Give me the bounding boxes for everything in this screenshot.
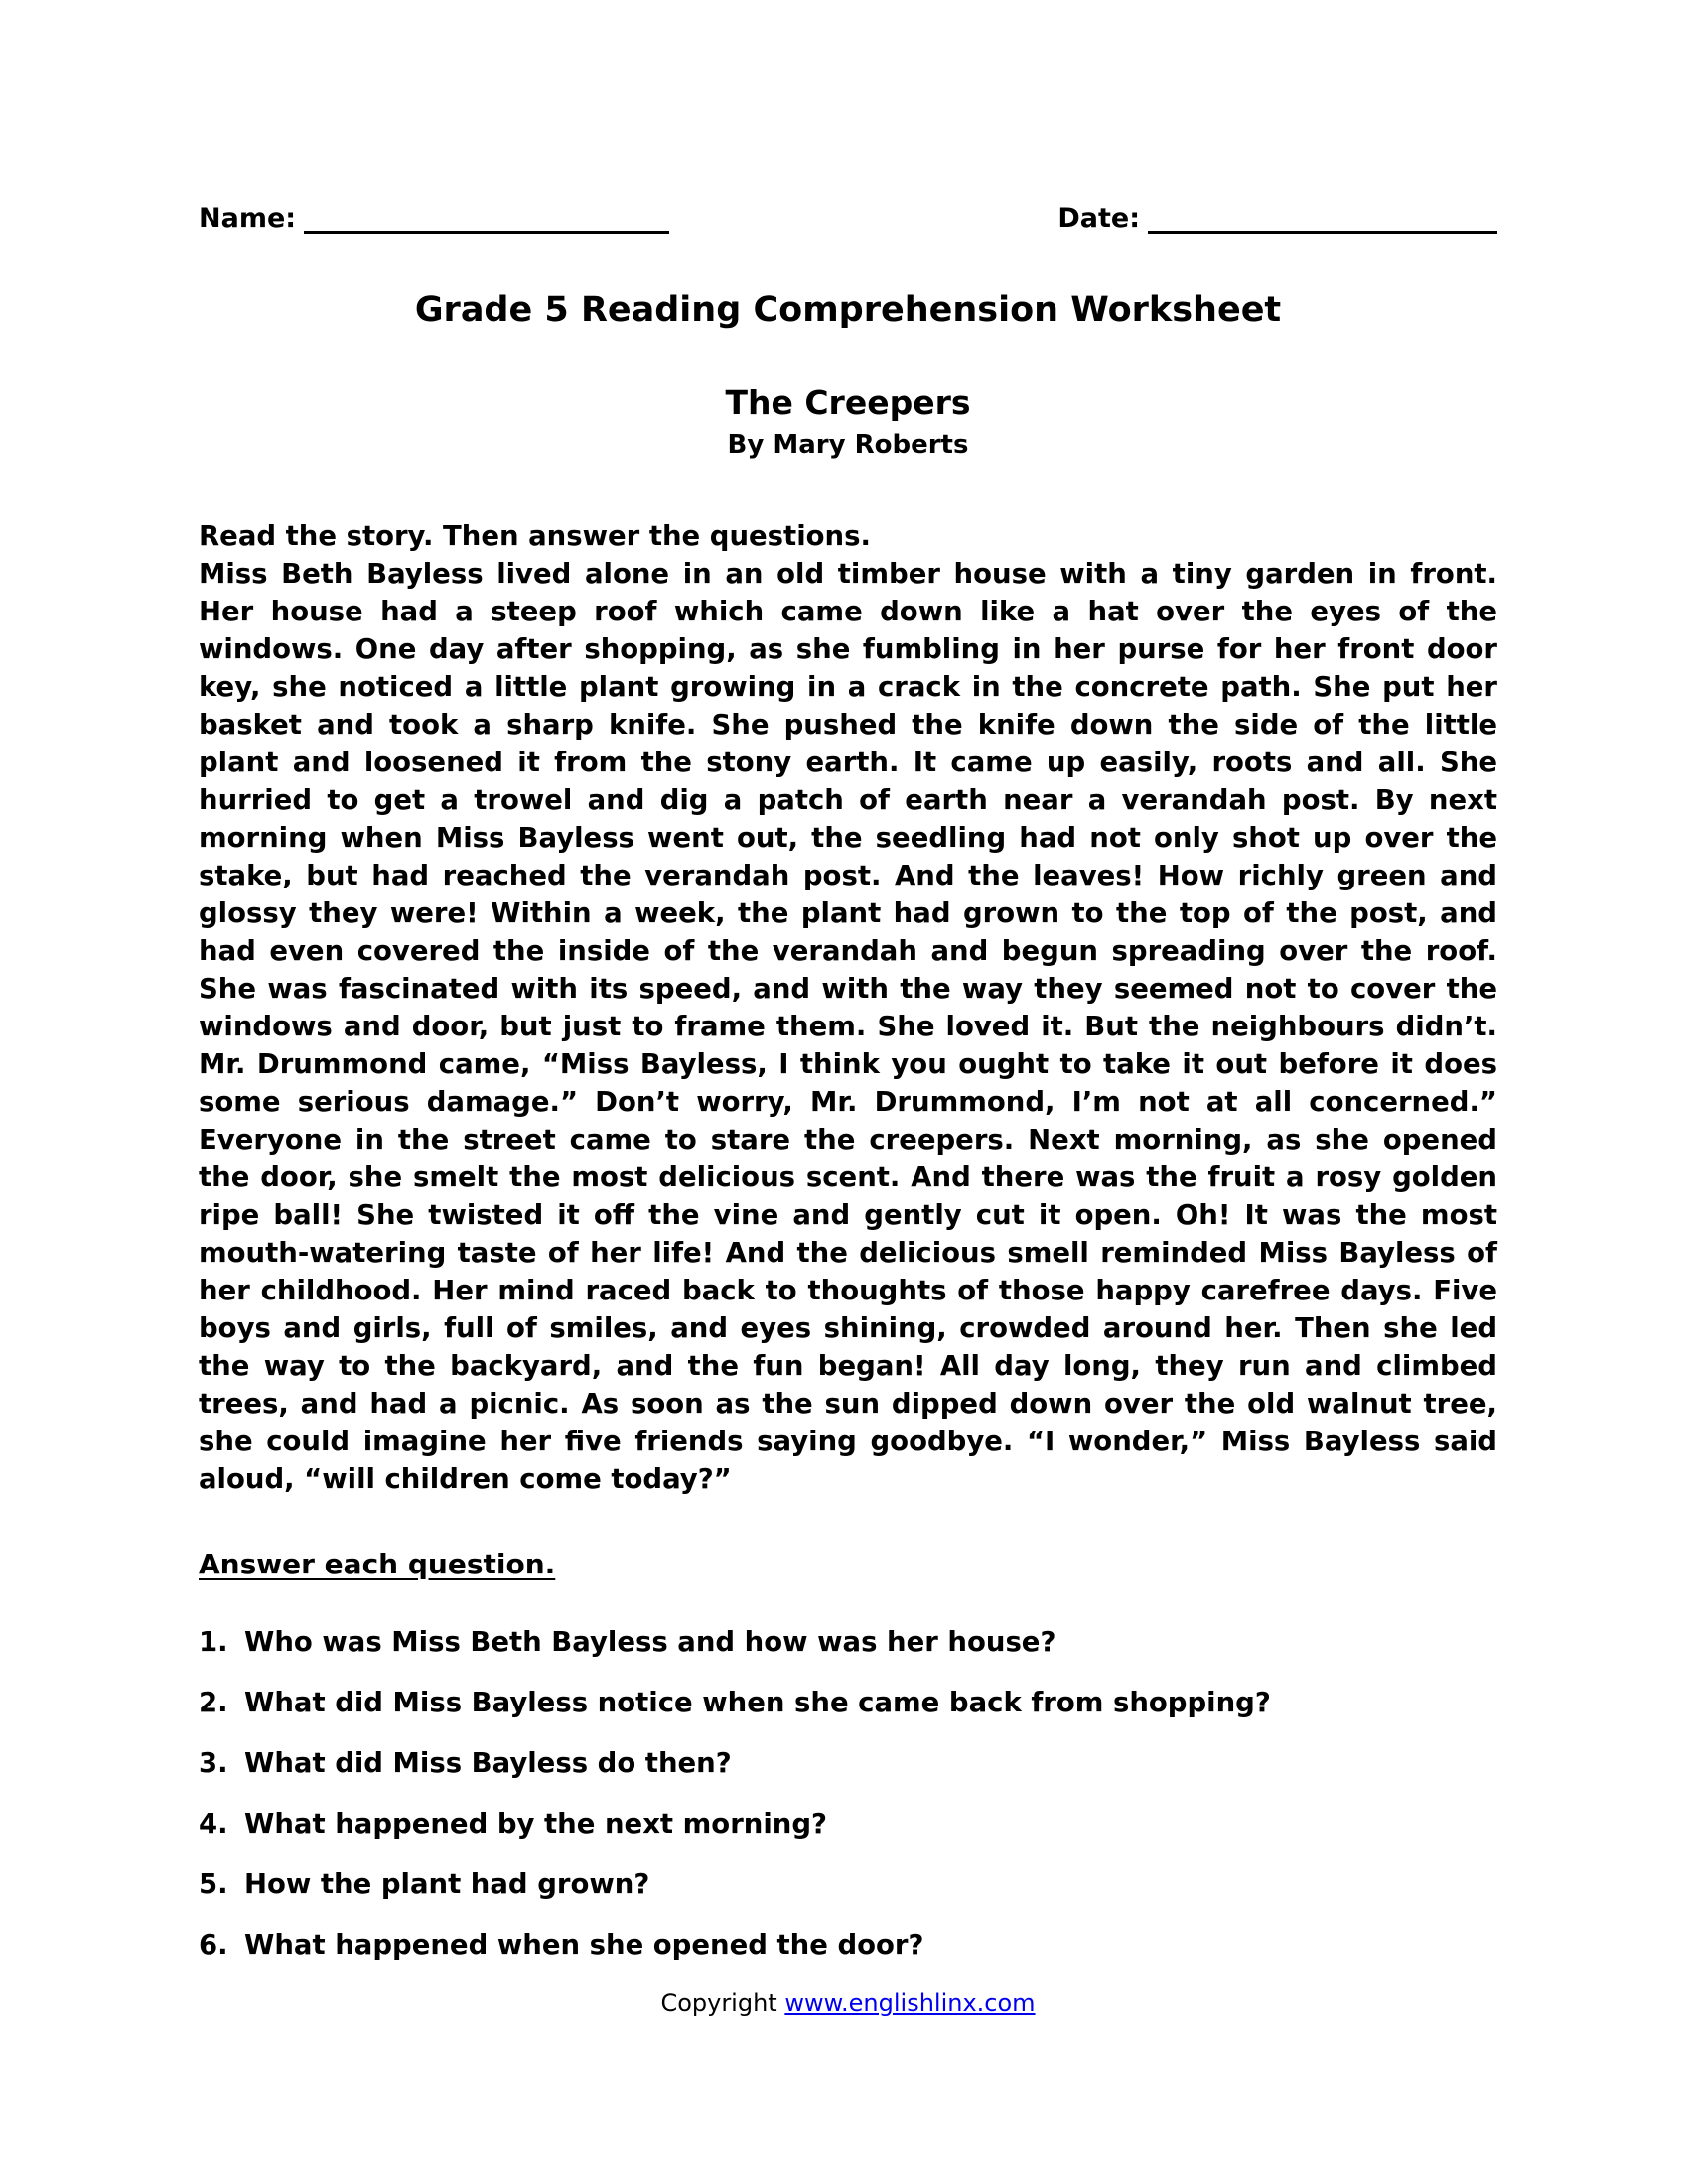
question-item-4 (199, 1808, 1497, 1840)
question-item-5 (199, 1868, 1497, 1900)
question-text: What did Miss Bayless do then? (244, 1747, 732, 1779)
question-number: 4. (199, 1808, 228, 1840)
story-instructions: Read the story. Then answer the questions. (199, 520, 871, 552)
worksheet-title: Grade 5 Reading Comprehension Worksheet (414, 290, 1282, 330)
date-blank-line (1148, 205, 1497, 234)
date-label: Date: (1057, 204, 1140, 234)
question-item-2 (199, 1687, 1497, 1718)
date-field (1057, 204, 1497, 234)
story-title: The Creepers (725, 383, 971, 422)
name-blank-line (304, 205, 669, 234)
answer-section-heading: Answer each question. (199, 1548, 556, 1580)
question-text: What did Miss Bayless notice when she came back from shopping? (244, 1687, 1271, 1718)
question-list (199, 1626, 1497, 1961)
header-row (199, 204, 1497, 234)
question-number: 5. (199, 1868, 228, 1900)
question-item-3 (199, 1747, 1497, 1779)
story-author: By Mary Roberts (727, 430, 969, 460)
name-field (199, 204, 669, 234)
question-text: Who was Miss Beth Bayless and how was her house? (244, 1626, 1056, 1658)
question-number: 6. (199, 1929, 228, 1961)
copyright-link[interactable]: www.englishlinx.com (784, 1989, 1036, 2017)
question-number: 2. (199, 1687, 228, 1718)
question-text: How the plant had grown? (244, 1868, 650, 1900)
question-item-6 (199, 1929, 1497, 1961)
story-body: Miss Beth Bayless lived alone in an old timber house with a tiny garden in front. Her house had a steep roof which came down like a hat over the eyes of the windows. One day after shopping, as she fumbling in her purse for her front door key, she noticed a little plant growing in a crack in the concrete path. She put her basket and took a sharp knife. She pushed the knife down the side of the little plant and loosened it from the stony earth. It came up easily, roots and all. She hurried to get a trowel and dig a patch of earth near a verandah post. By next morning when Miss Bayless went out, the seedling had not only shot up over the stake, but had reached the verandah post. And the leaves! How richly green and glossy they were! Within a week, the plant had grown to the top of the post, and had even covered the inside of the verandah and begun spreading over the roof. She was fascinated with its speed, and with the way they seemed not to cover the windows and door, but just to frame them. She loved it. But the neighbours didn’t. Mr. Drummond came, “Miss Bayless, I think you ought to take it out before it does some serious damage.” Don’t worry, Mr. Drummond, I’m not at all concerned.” Everyone in the street came to stare the creepers. Next morning, as she opened the door, she smelt the most delicious scent. And there was the fruit a rosy golden ripe ball! She twisted it off the vine and gently cut it open. Oh! It was the most mouth-watering taste of her life! And the delicious smell reminded Miss Bayless of her childhood. Her mind raced back to thoughts of those happy carefree days. Five boys and girls, full of smiles, and eyes shining, crowded around her. Then she led the way to the backyard, and the fun began! All day long, they run and climbed trees, and had a picnic. As soon as the sun dipped down over the old walnut tree, she could imagine her five friends saying goodbye. “I wonder,” Miss Bayless said aloud, “will children come today?” (199, 558, 1497, 1495)
name-label: Name: (199, 204, 297, 234)
question-text: What happened when she opened the door? (244, 1929, 924, 1961)
question-item-1 (199, 1626, 1497, 1658)
question-text: What happened by the next morning? (244, 1808, 827, 1840)
question-number: 3. (199, 1747, 228, 1779)
question-number: 1. (199, 1626, 228, 1658)
footer (199, 1989, 1497, 2017)
copyright-label: Copyright (660, 1989, 785, 2017)
